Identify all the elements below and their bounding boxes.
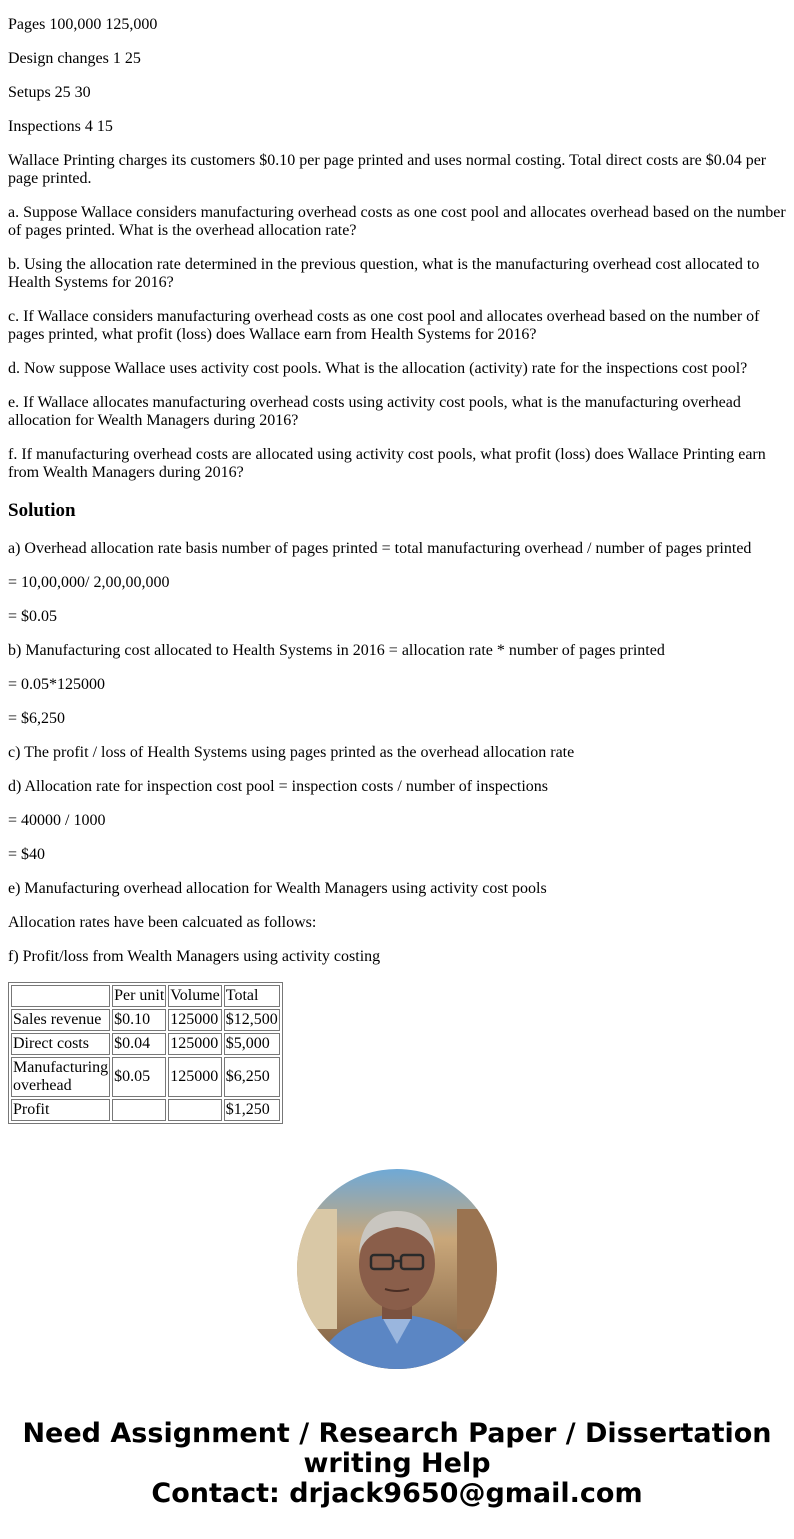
- question-part-b: b. Using the allocation rate determined in the previous question, what is the manufacturing overhead cost allocated to Health Systems for 2016?: [8, 256, 760, 291]
- question-part-a: a. Suppose Wallace considers manufacturing overhead costs as one cost pool and allocates overhead based on the number of pages printed. What is the overhead allocation rate?: [8, 204, 786, 239]
- table-header-cell: Per unit: [112, 985, 166, 1007]
- question-part-c: c. If Wallace considers manufacturing overhead costs as one cost pool and allocates overhead based on the number of pages printed, what profit (loss) does Wallace earn from Health Systems for 2016?: [8, 308, 760, 343]
- solution-line-b: b) Manufacturing cost allocated to Health Systems in 2016 = allocation rate * number of pages printed: [8, 642, 665, 659]
- table-cell: $0.10: [112, 1009, 166, 1031]
- table-header-cell: Total: [224, 985, 280, 1007]
- data-line-setups: Setups 25 30: [8, 84, 91, 101]
- question-part-f: f. If manufacturing overhead costs are allocated using activity cost pools, what profit (loss) does Wallace Printing earn from Wealth Managers during 2016?: [8, 446, 766, 481]
- table-cell: 125000: [168, 1009, 221, 1031]
- solution-line-d: d) Allocation rate for inspection cost pool = inspection costs / number of inspections: [8, 778, 549, 795]
- table-row: [11, 1057, 280, 1097]
- table-cell: [112, 1099, 166, 1121]
- data-line-inspections: Inspections 4 15: [8, 118, 113, 135]
- solution-line-a-calc: = 10,00,000/ 2,00,00,000: [8, 574, 170, 591]
- solution-line-c: c) The profit / loss of Health Systems using pages printed as the overhead allocation rate: [8, 744, 575, 761]
- table-cell: $5,000: [224, 1033, 280, 1055]
- table-cell: Sales revenue: [11, 1009, 110, 1031]
- table-cell: 125000: [168, 1057, 221, 1097]
- table-cell: $1,250: [224, 1099, 280, 1121]
- solution-line-b-result: = $6,250: [8, 710, 66, 727]
- solution-line-a-result: = $0.05: [8, 608, 58, 625]
- solution-heading: Solution: [8, 500, 76, 521]
- table-row: [11, 1099, 280, 1121]
- solution-line-a: a) Overhead allocation rate basis number of pages printed = total manufacturing overhead / number of pages printed: [8, 540, 752, 557]
- question-part-e: e. If Wallace allocates manufacturing overhead costs using activity cost pools, what is the manufacturing overhead allocation for Wealth Managers during 2016?: [8, 394, 741, 429]
- table-header-cell: Volume: [168, 985, 221, 1007]
- table-cell: Profit: [11, 1099, 110, 1121]
- author-avatar: [297, 1169, 497, 1369]
- person-photo-icon: [297, 1169, 497, 1369]
- promo-banner: [0, 1419, 794, 1509]
- table-cell: $6,250: [224, 1057, 280, 1097]
- solution-line-e-note: Allocation rates have been calcuated as follows:: [8, 914, 317, 931]
- data-line-design-changes: Design changes 1 25: [8, 50, 141, 67]
- solution-line-b-calc: = 0.05*125000: [8, 676, 106, 693]
- table-cell: $0.04: [112, 1033, 166, 1055]
- promo-headline: Need Assignment / Research Paper / Dissertation writing Help: [22, 1418, 772, 1479]
- page-content: [0, 16, 794, 1124]
- question-intro: Wallace Printing charges its customers $0.10 per page printed and uses normal costing. Total direct costs are $0.04 per page printed.: [8, 152, 767, 187]
- solution-line-d-result: = $40: [8, 846, 46, 863]
- data-line-pages: Pages 100,000 125,000: [8, 16, 158, 33]
- solution-line-d-calc: = 40000 / 1000: [8, 812, 106, 829]
- table-cell: Manufacturing overhead: [11, 1057, 110, 1097]
- promo-contact: Contact: drjack9650@gmail.com: [151, 1478, 643, 1509]
- table-cell: $12,500: [224, 1009, 280, 1031]
- table-header-row: [11, 985, 280, 1007]
- table-header-cell: [11, 985, 110, 1007]
- table-cell: 125000: [168, 1033, 221, 1055]
- table-cell: Direct costs: [11, 1033, 110, 1055]
- profit-table: [8, 982, 283, 1124]
- solution-line-f: f) Profit/loss from Wealth Managers using activity costing: [8, 948, 381, 965]
- question-part-d: d. Now suppose Wallace uses activity cost pools. What is the allocation (activity) rate for the inspections cost pool?: [8, 360, 748, 377]
- table-cell: $0.05: [112, 1057, 166, 1097]
- table-cell: [168, 1099, 221, 1121]
- table-row: [11, 1009, 280, 1031]
- table-row: [11, 1033, 280, 1055]
- solution-line-e: e) Manufacturing overhead allocation for Wealth Managers using activity cost pools: [8, 880, 547, 897]
